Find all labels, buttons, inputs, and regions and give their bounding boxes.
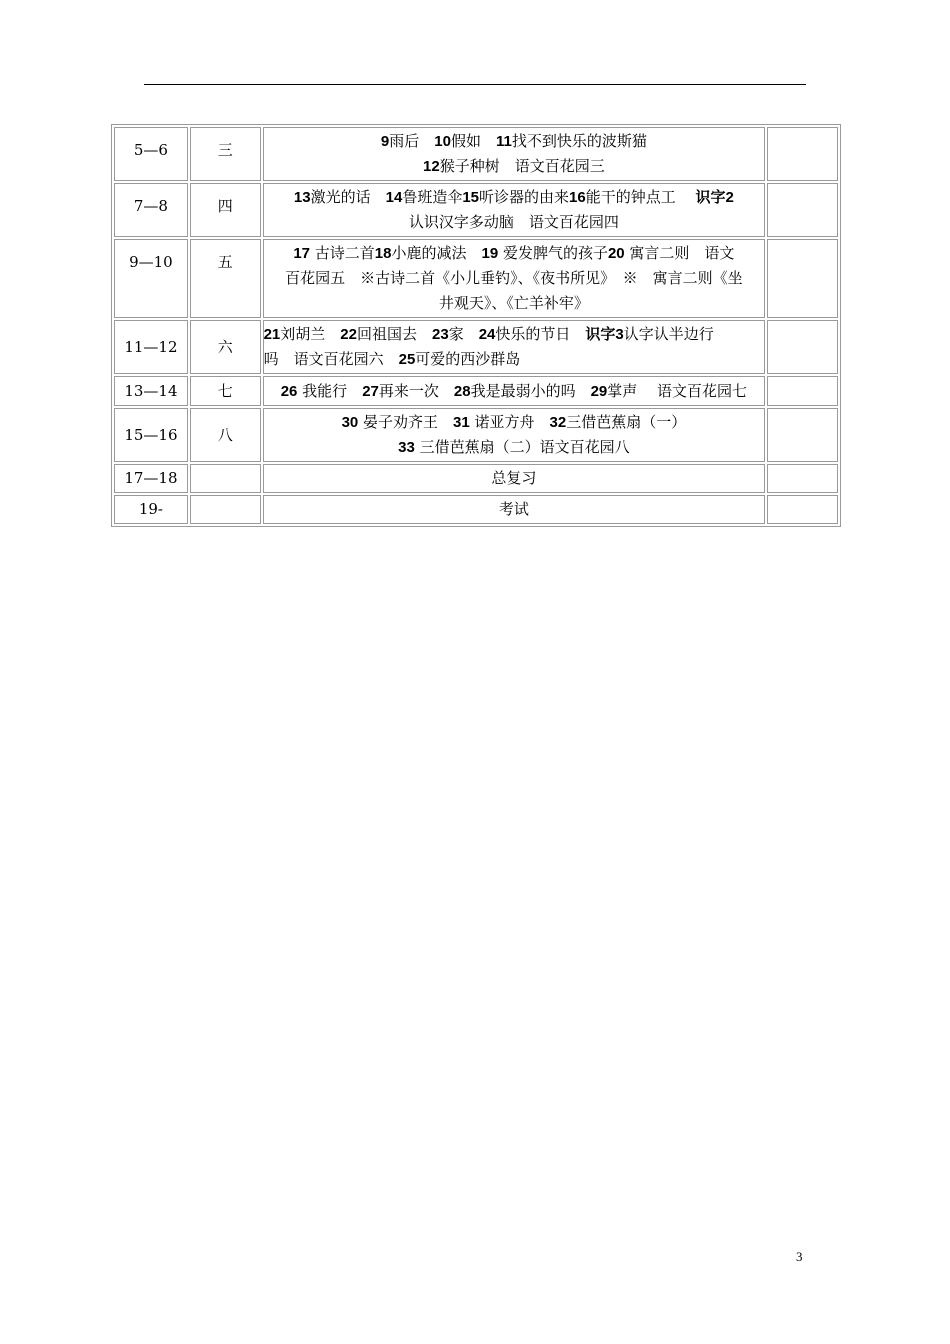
notes-cell xyxy=(767,320,838,374)
week-cell: 13—14 xyxy=(114,376,188,406)
notes-cell xyxy=(767,183,838,237)
content-line: 13激光的话 14鲁班造伞15听诊器的由来16能干的钟点工 识字2 xyxy=(293,188,734,206)
content-cell xyxy=(263,127,766,181)
content-line: 吗 语文百花园六 25可爱的西沙群岛 xyxy=(263,350,521,368)
notes-cell xyxy=(767,495,838,524)
week-cell: 15—16 xyxy=(114,408,188,462)
content-line: 26 我能行 27再来一次 28我是最弱小的吗 29掌声 语文百花园七 xyxy=(280,381,748,400)
content-cell xyxy=(263,495,766,524)
week-cell: 9—10 xyxy=(114,239,188,318)
notes-cell xyxy=(767,127,838,181)
notes-cell xyxy=(767,239,838,318)
content-line: 9雨后 10假如 11找不到快乐的波斯猫 xyxy=(380,132,647,150)
page-number: 3 xyxy=(796,1249,803,1264)
table-row xyxy=(114,183,838,237)
content-cell xyxy=(263,239,766,318)
content-line: 认识汉字多动脑 语文百花园四 xyxy=(408,213,619,231)
table-row xyxy=(114,239,838,318)
table-row xyxy=(114,127,838,181)
unit-cell: 四 xyxy=(190,183,261,237)
table-row xyxy=(114,376,838,406)
unit-cell xyxy=(190,464,261,493)
content-cell xyxy=(263,408,766,462)
notes-cell xyxy=(767,376,838,406)
table-row xyxy=(114,408,838,462)
content-line: 30 晏子劝齐王 31 诺亚方舟 32三借芭蕉扇（一） xyxy=(341,413,687,431)
unit-cell: 五 xyxy=(190,239,261,318)
schedule-body xyxy=(114,127,838,524)
content-line: 总复习 xyxy=(491,469,537,487)
unit-cell: 三 xyxy=(190,127,261,181)
content-line: 考试 xyxy=(498,500,529,518)
week-cell: 11—12 xyxy=(114,320,188,374)
week-cell: 5—6 xyxy=(114,127,188,181)
notes-cell xyxy=(767,408,838,462)
content-line: 井观天》、《亡羊补牢》 xyxy=(438,294,589,312)
week-cell: 17—18 xyxy=(114,464,188,493)
table-row xyxy=(114,464,838,493)
content-line: 21刘胡兰 22回祖国去 23家 24快乐的节日 识字3认字认半边行 xyxy=(263,325,714,343)
unit-cell: 七 xyxy=(190,376,261,406)
content-cell xyxy=(263,320,766,374)
content-cell xyxy=(263,183,766,237)
table-row xyxy=(114,495,838,524)
schedule-table xyxy=(111,124,841,527)
unit-cell: 八 xyxy=(190,408,261,462)
unit-cell: 六 xyxy=(190,320,261,374)
unit-cell xyxy=(190,495,261,524)
content-line: 12猴子种树 语文百花园三 xyxy=(423,157,605,175)
content-cell xyxy=(263,376,766,406)
week-cell: 19- xyxy=(114,495,188,524)
week-cell: 7—8 xyxy=(114,183,188,237)
header-rule xyxy=(144,84,806,85)
content-line: 17 古诗二首18小鹿的减法 19 爱发脾气的孩子20 寓言二则 语文 xyxy=(293,244,735,262)
content-cell xyxy=(263,464,766,493)
notes-cell xyxy=(767,464,838,493)
table-row xyxy=(114,320,838,374)
content-line: 百花园五 ※古诗二首《小儿垂钓》、《夜书所见》 ※ 寓言二则《坐 xyxy=(285,269,743,287)
content-line: 33 三借芭蕉扇（二）语文百花园八 xyxy=(398,438,630,456)
